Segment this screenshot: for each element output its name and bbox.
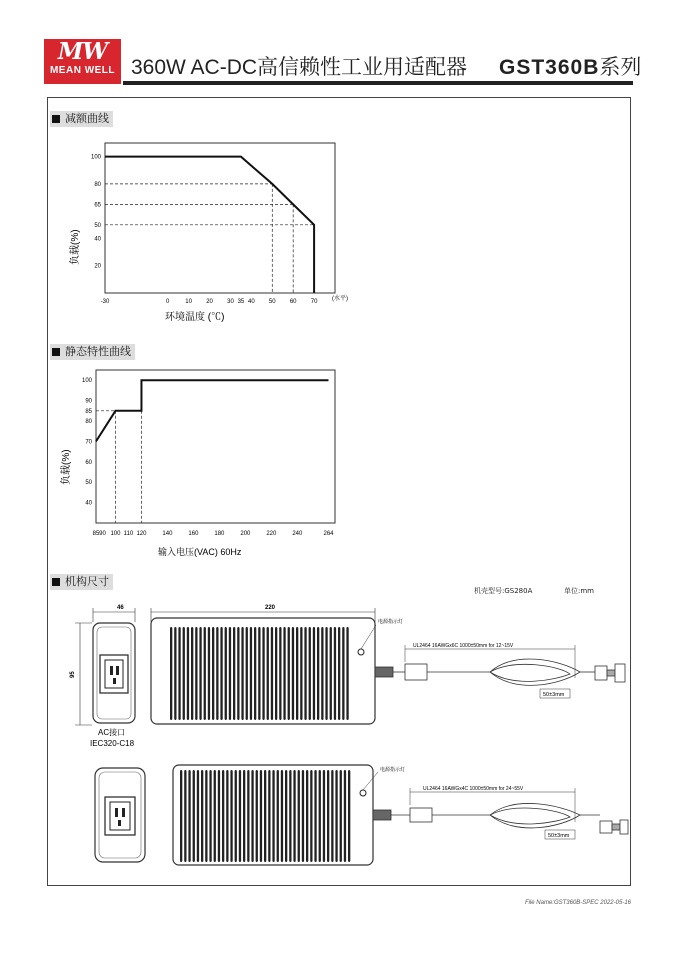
static-ylabel: 负载(%) — [61, 449, 72, 485]
heatsink-fin — [204, 627, 206, 720]
heatsink-fin — [188, 770, 190, 862]
heatsink-fin — [183, 627, 185, 720]
dim-length: 220 — [265, 605, 276, 611]
heatsink-fin — [197, 770, 199, 862]
series-code: GST360B — [499, 56, 600, 79]
static-xtick: 160 — [188, 531, 199, 537]
heatsink-fin — [281, 770, 283, 862]
ac-inlet-standard: IEC320-C18 — [90, 739, 135, 748]
dim-width: 46 — [117, 605, 124, 611]
derating-xtick: 50 — [268, 299, 276, 305]
static-xtick: 200 — [240, 531, 251, 537]
cable-spec-12-15v: UL2464 16AWGx6C 1000±50mm for 12~15V — [413, 643, 514, 649]
heatsink-fin — [319, 770, 321, 862]
heatsink-fin — [289, 770, 291, 862]
header-rule — [123, 81, 633, 85]
heatsink-fin — [208, 627, 210, 720]
heatsink-fin — [348, 770, 350, 862]
static-ytick: 85 — [85, 408, 92, 415]
logo-brand: MEAN WELL — [49, 65, 116, 76]
heatsink-fin — [330, 627, 332, 720]
heatsink-fin — [298, 770, 300, 862]
derating-xtick: -30 — [100, 299, 110, 305]
unit-note: 单位:mm — [564, 587, 594, 595]
derating-unit-note: (水平) — [332, 296, 348, 302]
mechanical-section-title — [50, 574, 113, 590]
heatsink-fin — [279, 627, 281, 720]
heatsink-fin — [288, 627, 290, 720]
heatsink-fin — [239, 770, 241, 862]
heatsink-fin — [235, 770, 237, 862]
side-view-bottom — [95, 768, 145, 862]
bullet-square-icon — [52, 348, 60, 356]
heatsink-fin — [229, 627, 231, 720]
heatsink-fin — [216, 627, 218, 720]
heatsink-fin — [233, 627, 235, 720]
static-xtick: 180 — [214, 531, 225, 537]
heatsink-fin — [258, 627, 260, 720]
heatsink-fin — [205, 770, 207, 862]
bullet-square-icon — [52, 115, 60, 123]
heatsink-fin — [325, 627, 327, 720]
derating-xlabel: 环境温度 (℃) — [165, 312, 225, 323]
static-ytick: 80 — [85, 419, 92, 425]
heatsink-fin — [260, 770, 262, 862]
static-xtick: 100 — [110, 531, 121, 537]
dim-height: 95 — [70, 671, 76, 678]
heatsink-fin — [300, 627, 302, 720]
heatsink-fin — [247, 770, 249, 862]
heatsink-fin — [323, 770, 325, 862]
static-xtick: 110 — [123, 531, 134, 537]
led-label-bottom: 电源指示灯 — [380, 767, 406, 773]
heatsink-fin — [331, 770, 333, 862]
static-xtick: 240 — [292, 531, 303, 537]
static-section-label: 静态特性曲线 — [65, 345, 131, 358]
derating-ticks — [91, 155, 318, 305]
heatsink-fin — [338, 627, 340, 720]
mechanical-drawing — [60, 600, 630, 880]
heatsink-fin — [209, 770, 211, 862]
document-title: 360W AC-DC高信赖性工业用适配器 — [131, 56, 468, 79]
heatsink-fin — [342, 627, 344, 720]
heatsink-fin — [304, 627, 306, 720]
derating-plot-area — [105, 143, 335, 293]
derating-xtick: 70 — [310, 299, 318, 305]
heatsink-fin — [267, 627, 269, 720]
heatsink-fin — [285, 770, 287, 862]
derating-xtick: 60 — [289, 299, 297, 305]
derating-xtick: 30 — [227, 299, 234, 305]
heatsink-fin — [226, 770, 228, 862]
heatsink-fin — [195, 627, 197, 720]
derating-xtick: 10 — [185, 299, 192, 305]
derating-section-title — [50, 111, 113, 127]
static-xlabel: 输入电压(VAC) 60Hz — [158, 547, 242, 557]
heatsink-fin — [222, 770, 224, 862]
heatsink-fin — [214, 770, 216, 862]
heatsink-fin — [218, 770, 220, 862]
static-xtick: 85 — [92, 531, 100, 537]
static-xtick: 220 — [266, 531, 277, 537]
bullet-square-icon — [52, 578, 60, 586]
heatsink-fin — [180, 770, 182, 862]
static-section-title — [50, 344, 135, 360]
static-xtick: 120 — [136, 531, 147, 537]
static-chart — [55, 365, 355, 565]
heatsink-fin — [225, 627, 227, 720]
tail-length-top: 50±3mm — [543, 692, 565, 698]
cable-top — [375, 659, 625, 685]
derating-ytick: 20 — [94, 263, 101, 270]
heatsink-fin — [314, 770, 316, 862]
derating-ytick: 80 — [94, 181, 101, 188]
static-ticks — [82, 378, 334, 537]
heatsink-fin — [313, 627, 315, 720]
ac-inlet-label: AC接口 — [98, 728, 126, 737]
heatsink-fin — [272, 770, 274, 862]
meanwell-logo — [44, 39, 121, 84]
heatsink-fin — [193, 770, 195, 862]
heatsink-fin — [220, 627, 222, 720]
heatsink-fin — [310, 770, 312, 862]
heatsink-fin — [321, 627, 323, 720]
heatsink-fin — [275, 627, 277, 720]
derating-ylabel: 负载(%) — [70, 229, 81, 265]
derating-ytick: 40 — [94, 236, 101, 243]
series-suffix: 系列 — [599, 56, 642, 79]
static-ytick: 40 — [85, 500, 92, 507]
case-number: 机壳型号:GS280A — [474, 587, 533, 595]
heatsink-fin — [191, 627, 193, 720]
front-view-bottom — [173, 765, 373, 865]
heatsink-fin — [243, 770, 245, 862]
heatsink-fin — [256, 770, 258, 862]
heatsink-fin — [271, 627, 273, 720]
heatsink-fin — [262, 627, 264, 720]
derating-ytick: 50 — [94, 222, 101, 229]
heatsink-fin — [264, 770, 266, 862]
heatsink-fin — [199, 627, 201, 720]
derating-ytick: 100 — [90, 154, 101, 161]
static-xtick: 264 — [323, 531, 334, 537]
cable-bottom — [373, 803, 628, 834]
heatsink-fin — [187, 627, 189, 720]
heatsink-fin — [277, 770, 279, 862]
derating-section-label: 减额曲线 — [65, 112, 109, 125]
heatsink-fin — [302, 770, 304, 862]
heatsink-fin — [212, 627, 214, 720]
derating-guides — [105, 184, 314, 293]
static-guides — [96, 411, 141, 523]
static-ytick: 60 — [85, 459, 92, 466]
heatsink-fin — [306, 770, 308, 862]
heatsink-fin — [296, 627, 298, 720]
side-view-top — [93, 623, 135, 723]
heatsink-fin — [237, 627, 239, 720]
series-title — [499, 56, 641, 80]
heatsink-fin — [335, 770, 337, 862]
footer-file-info: File Name:GST360B-SPEC 2022-05-16 — [524, 900, 631, 906]
heatsink-fin — [184, 770, 186, 862]
mechanical-section-label: 机构尺寸 — [65, 575, 109, 588]
heatsink-fin — [317, 627, 319, 720]
static-curve — [96, 380, 329, 441]
derating-xtick: 20 — [206, 299, 213, 305]
heatsink-fin — [293, 770, 295, 862]
static-xtick: 90 — [99, 531, 106, 537]
front-view-top — [151, 618, 375, 724]
static-ytick: 50 — [85, 480, 92, 487]
logo-mark: MW — [57, 38, 108, 65]
heatsink-fin — [201, 770, 203, 862]
heatsink-fin — [254, 627, 256, 720]
derating-chart — [60, 135, 360, 335]
heatsink-fin — [268, 770, 270, 862]
heatsink-fin — [340, 770, 342, 862]
static-ytick: 100 — [81, 378, 92, 385]
heatsink-fin — [344, 770, 346, 862]
static-xtick: 140 — [162, 531, 173, 537]
derating-xtick: 35 — [237, 299, 245, 305]
tail-length-bottom: 50±3mm — [548, 833, 570, 839]
heatsink-fin — [327, 770, 329, 862]
heatsink-fin — [241, 627, 243, 720]
heatsink-fin — [251, 770, 253, 862]
heatsink-fin — [174, 627, 176, 720]
derating-ytick: 65 — [94, 202, 101, 209]
heatsink-fin — [250, 627, 252, 720]
heatsink-fin — [346, 627, 348, 720]
static-plot-area — [96, 370, 335, 523]
heatsink-fin — [170, 627, 172, 720]
heatsink-fin — [292, 627, 294, 720]
heatsink-fin — [246, 627, 248, 720]
cable-spec-24-55v: UL2464 16AWGx4C 1000±50mm for 24~55V — [423, 786, 524, 792]
static-ytick: 70 — [85, 439, 92, 446]
derating-xtick: 0 — [166, 299, 170, 305]
derating-xtick: 40 — [248, 299, 255, 305]
heatsink-fin — [309, 627, 311, 720]
led-label-top: 电源指示灯 — [378, 619, 404, 625]
static-ytick: 90 — [85, 398, 92, 405]
heatsink-fin — [178, 627, 180, 720]
heatsink-fin — [283, 627, 285, 720]
heatsink-fin — [334, 627, 336, 720]
heatsink-fin — [230, 770, 232, 862]
